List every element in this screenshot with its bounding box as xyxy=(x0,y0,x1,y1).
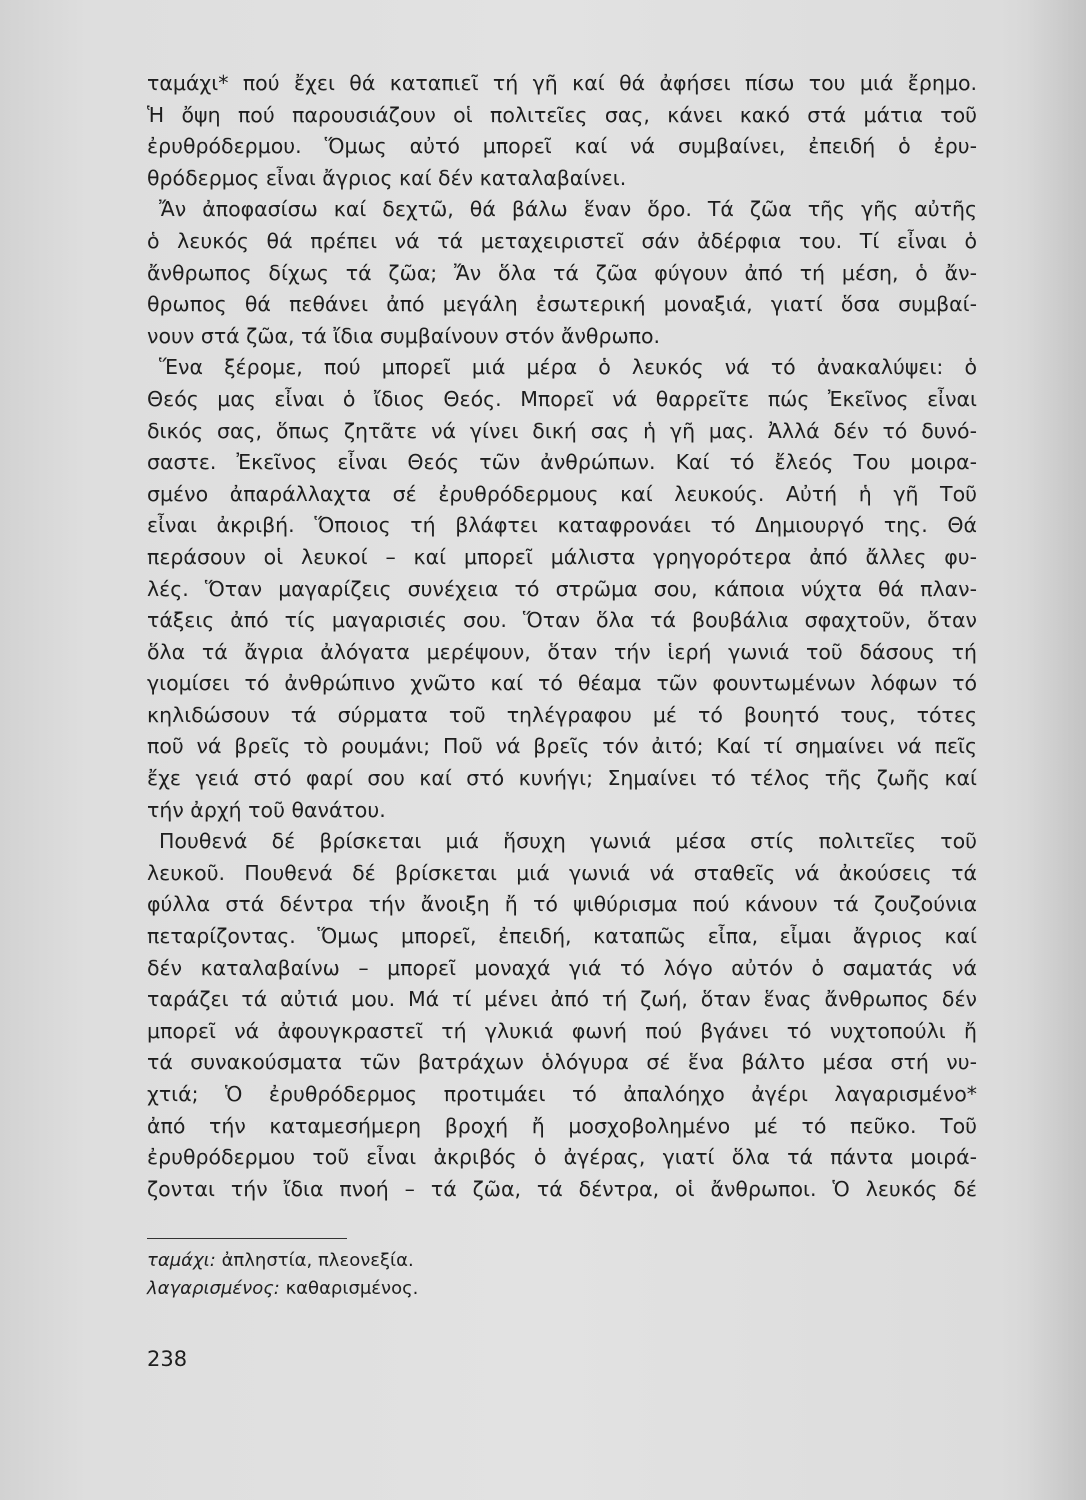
footnote-definition: ἀπληστία, πλεονεξία. xyxy=(221,1250,414,1271)
text-line: Ἄν ἀποφασίσω καί δεχτῶ, θά βάλω ἕναν ὅρο. Τά ζῶα τῆς γῆς αὐτῆς xyxy=(159,197,977,222)
text-line: ἐρυθρόδερμου. Ὅμως αὐτό μπορεῖ καί νά συμβαίνει, ἐπειδή ὁ ἐρυ- xyxy=(147,134,977,159)
text-line: λές. Ὅταν μαγαρίζεις συνέχεια τό στρῶμα σου, κάποια νύχτα θά πλαν- xyxy=(147,576,977,601)
text-line: κηλιδώσουν τά σύρματα τοῦ τηλέγραφου μέ τό βουητό τους, τότες xyxy=(147,702,977,727)
text-line: πεταρίζοντας. Ὅμως μπορεῖ, ἐπειδή, καταπῶς εἶπα, εἶμαι ἄγριος καί xyxy=(147,924,977,949)
text-line: θρόδερμος εἶναι ἄγριος καί δέν καταλαβαίνει. xyxy=(147,165,627,190)
text-line: θρωπος θά πεθάνει ἀπό μεγάλη ἐσωτερική μοναξιά, γιατί ὅσα συμβαί- xyxy=(147,292,977,317)
text-line: γιομίσει τό ἀνθρώπινο χνῶτο καί τό θέαμα τῶν φουντωμένων λόφων τό xyxy=(147,671,977,696)
text-line: ἄνθρωπος δίχως τά ζῶα; Ἄν ὅλα τά ζῶα φύγουν ἀπό τή μέση, ὁ ἄν- xyxy=(147,260,977,285)
page-number: 238 xyxy=(147,1347,188,1371)
text-line: ταμάχι* πού ἔχει θά καταπιεῖ τή γῆ καί θά ἀφήσει πίσω του μιά ἔρημο. xyxy=(147,71,977,95)
footnote xyxy=(147,1275,418,1303)
footnote-term: λαγαρισμένος: xyxy=(147,1278,280,1299)
text-line: τήν ἀρχή τοῦ θανάτου. xyxy=(147,797,386,822)
text-line: ἀπό τήν καταμεσήμερη βροχή ἤ μοσχοβολημένο μέ τό πεῦκο. Τοῦ xyxy=(147,1113,977,1138)
text-line: λευκοῦ. Πουθενά δέ βρίσκεται μιά γωνιά νά σταθεῖς νά ἀκούσεις τά xyxy=(147,860,977,885)
footnote xyxy=(147,1247,418,1275)
text-line: Ἡ ὄψη πού παρουσιάζουν οἱ πολιτεῖες σας, κάνει κακό στά μάτια τοῦ xyxy=(147,102,977,127)
body-text xyxy=(147,68,977,1205)
text-line: ταράζει τά αὐτιά μου. Μά τί μένει ἀπό τή ζωή, ὅταν ἕνας ἄνθρωπος δέν xyxy=(147,987,977,1012)
page-edge-shadow xyxy=(1026,0,1086,1500)
footnote-divider xyxy=(147,1238,347,1239)
text-line: Θεός μας εἶναι ὁ ἴδιος Θεός. Μπορεῖ νά θαρρεῖτε πώς Ἐκεῖνος εἶναι xyxy=(147,386,977,411)
text-line: Πουθενά δέ βρίσκεται μιά ἥσυχη γωνιά μέσα στίς πολιτεῖες τοῦ xyxy=(159,829,977,854)
text-line: τά συνακούσματα τῶν βατράχων ὁλόγυρα σέ ἕνα βάλτο μέσα στή νυ- xyxy=(147,1050,977,1075)
text-line: ὁ λευκός θά πρέπει νά τά μεταχειριστεῖ σάν ἀδέρφια του. Τί εἶναι ὁ xyxy=(147,228,977,253)
text-line: δέν καταλαβαίνω – μπορεῖ μοναχά γιά τό λόγο αὐτόν ὁ σαματάς νά xyxy=(147,955,977,980)
text-line: περάσουν οἱ λευκοί – καί μπορεῖ μάλιστα γρηγορότερα ἀπό ἄλλες φυ- xyxy=(147,544,977,569)
text-line: Ἕνα ξέρομε, πού μπορεῖ μιά μέρα ὁ λευκός νά τό ἀνακαλύψει: ὁ xyxy=(159,355,977,380)
text-line: μπορεῖ νά ἀφουγκραστεῖ τή γλυκιά φωνή πού βγάνει τό νυχτοπούλι ἤ xyxy=(147,1018,977,1043)
text-line: δικός σας, ὅπως ζητᾶτε νά γίνει δική σας ἡ γῆ μας. Ἀλλά δέν τό δυνό- xyxy=(147,418,977,443)
text-line: σμένο ἀπαράλλαχτα σέ ἐρυθρόδερμους καί λευκούς. Αὐτή ἡ γῆ Τοῦ xyxy=(147,481,977,506)
text-line: ὅλα τά ἄγρια ἀλόγατα μερέψουν, ὅταν τήν ἱερή γωνιά τοῦ δάσους τή xyxy=(147,639,977,664)
text-line: νουν στά ζῶα, τά ἴδια συμβαίνουν στόν ἄνθρωπο. xyxy=(147,323,661,348)
text-line: τάξεις ἀπό τίς μαγαρισιές σου. Ὅταν ὅλα τά βουβάλια σφαχτοῦν, ὅταν xyxy=(147,608,977,633)
text-line: ἔχε γειά στό φαρί σου καί στό κυνήγι; Σημαίνει τό τέλος τῆς ζωῆς καί xyxy=(147,766,977,791)
text-line: ποῦ νά βρεῖς τὸ ρουμάνι; Ποῦ νά βρεῖς τόν ἀιτό; Καί τί σημαίνει νά πεῖς xyxy=(147,734,977,759)
text-line: χτιά; Ὁ ἐρυθρόδερμος προτιμάει τό ἀπαλόηχο ἀγέρι λαγαρισμένο* xyxy=(147,1082,977,1106)
footnote-definition: καθαρισμένος. xyxy=(285,1278,419,1299)
text-line: εἶναι ἀκριβή. Ὅποιος τή βλάφτει καταφρονάει τό Δημιουργό της. Θά xyxy=(147,513,977,538)
footnotes xyxy=(147,1247,418,1303)
footnote-term: ταμάχι: xyxy=(147,1250,216,1271)
text-line: φύλλα στά δέντρα τήν ἄνοιξη ἤ τό ψιθύρισμα πού κάνουν τά ζουζούνια xyxy=(147,892,977,917)
text-line: ἐρυθρόδερμου τοῦ εἶναι ἀκριβός ὁ ἀγέρας, γιατί ὅλα τά πάντα μοιρά- xyxy=(147,1145,977,1170)
text-line: ζονται τήν ἴδια πνοή – τά ζῶα, τά δέντρα, οἱ ἄνθρωποι. Ὁ λευκός δέ xyxy=(147,1176,977,1201)
text-line: σαστε. Ἐκεῖνος εἶναι Θεός τῶν ἀνθρώπων. Καί τό ἔλεός Του μοιρα- xyxy=(147,450,977,475)
